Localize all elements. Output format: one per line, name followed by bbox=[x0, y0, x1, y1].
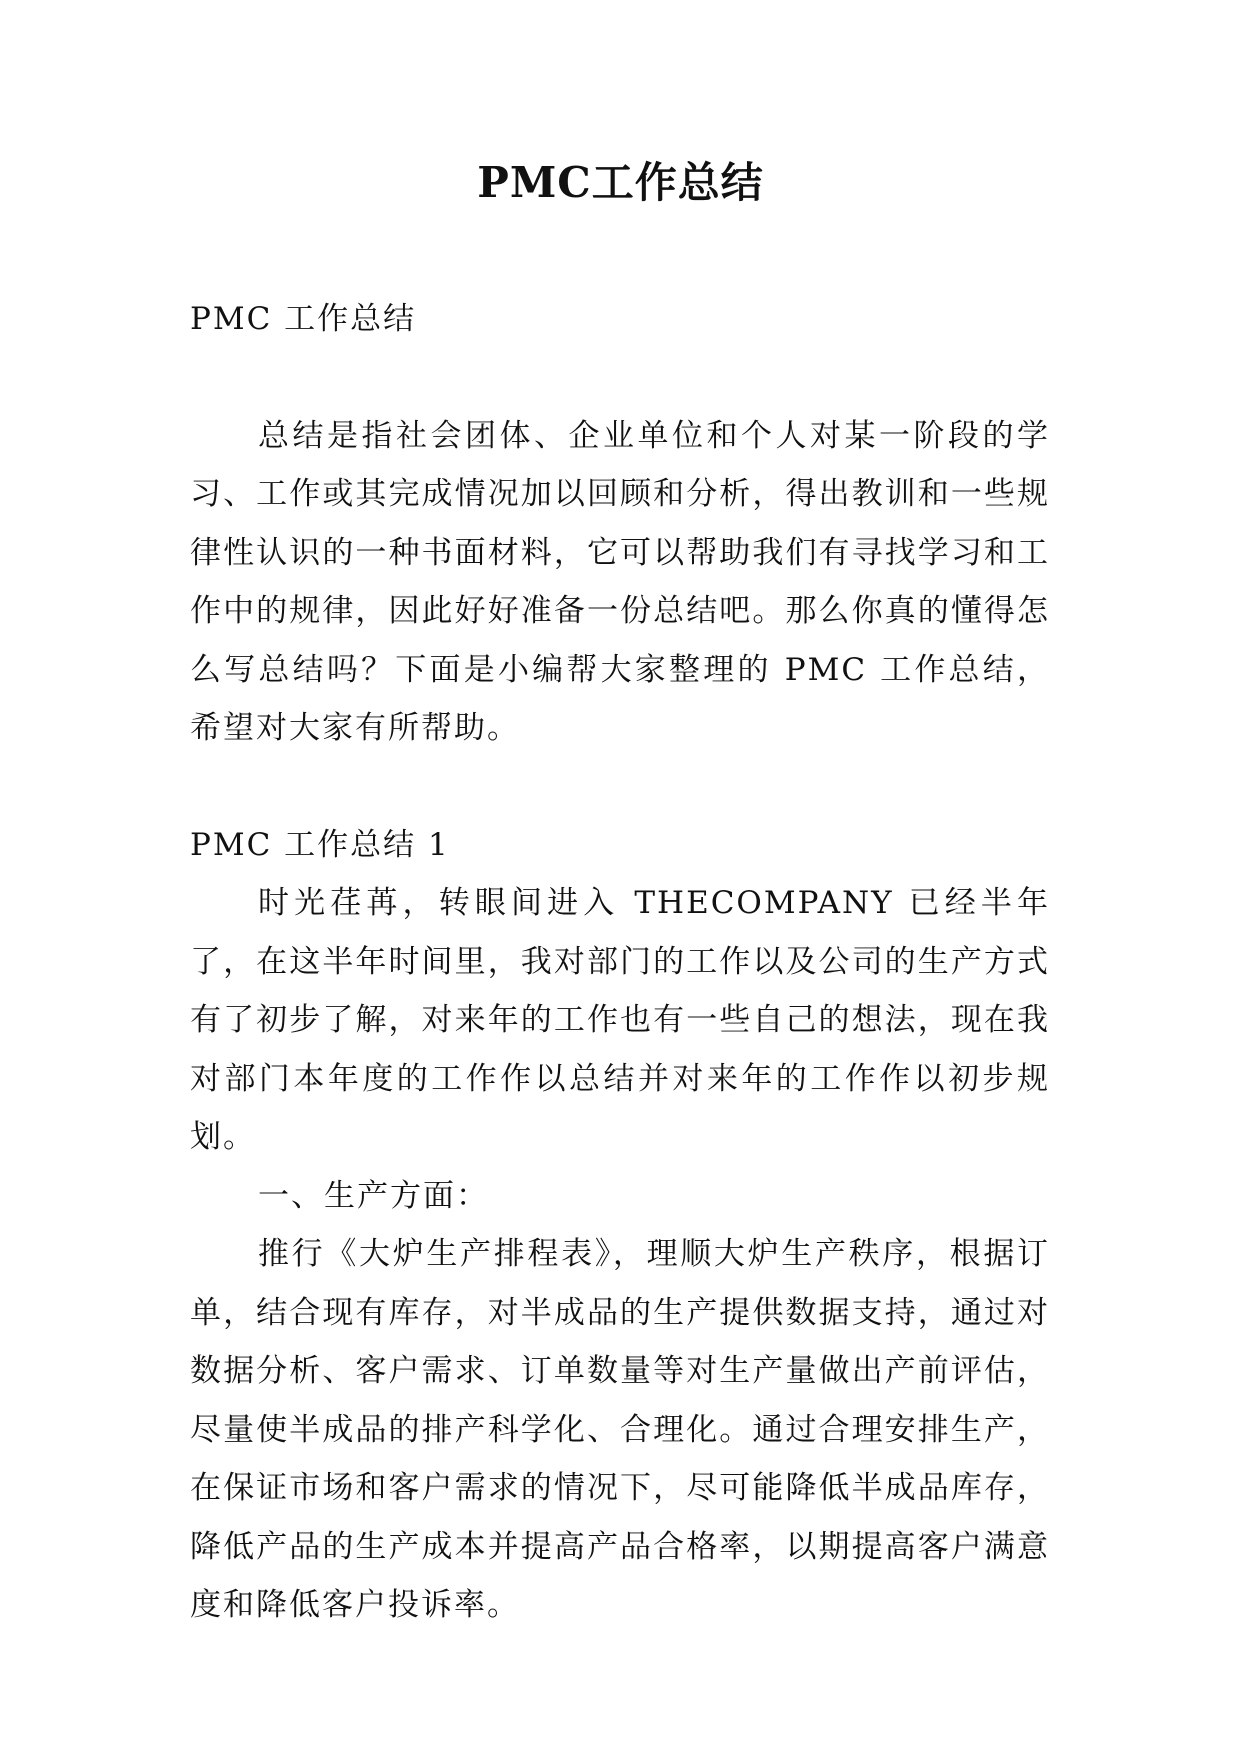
document-body bbox=[190, 290, 1050, 1635]
list-item-heading: 一、生产方面： bbox=[258, 1177, 489, 1214]
body-paragraph: 推行《大炉生产排程表》，理顺大炉生产秩序，根据订单，结合现有库存，对半成品的生产提供数据支持，通过对数据分析、客户需求、订单数量等对生产量做出产前评估，尽量使半成品的排产科学化、合理化。通过合理安排生产，在保证市场和客户需求的情况下，尽可能降低半成品库存，降低产品的生产成本并提高产品合格率，以期提高客户满意度和降低客户投诉率。 bbox=[190, 1236, 1050, 1623]
section-heading: PMC 工作总结 1 bbox=[190, 826, 450, 863]
intro-paragraph: 总结是指社会团体、企业单位和个人对某一阶段的学习、工作或其完成情况加以回顾和分析，得出教训和一些规律性认识的一种书面材料，它可以帮助我们有寻找学习和工作中的规律，因此好好准备一份总结吧。那么你真的懂得怎么写总结吗？下面是小编帮大家整理的 PMC 工作总结，希望对大家有所帮助。 bbox=[190, 417, 1050, 746]
body-paragraph: 时光荏苒，转眼间进入 THECOMPANY 已经半年了，在这半年时间里，我对部门的工作以及公司的生产方式有了初步了解，对来年的工作也有一些自己的想法，现在我对部门本年度的工作作以总结并对来年的工作作以初步规划。 bbox=[190, 885, 1050, 1155]
document-subtitle: PMC 工作总结 bbox=[190, 301, 417, 337]
document-title: PMC工作总结 bbox=[477, 158, 764, 207]
